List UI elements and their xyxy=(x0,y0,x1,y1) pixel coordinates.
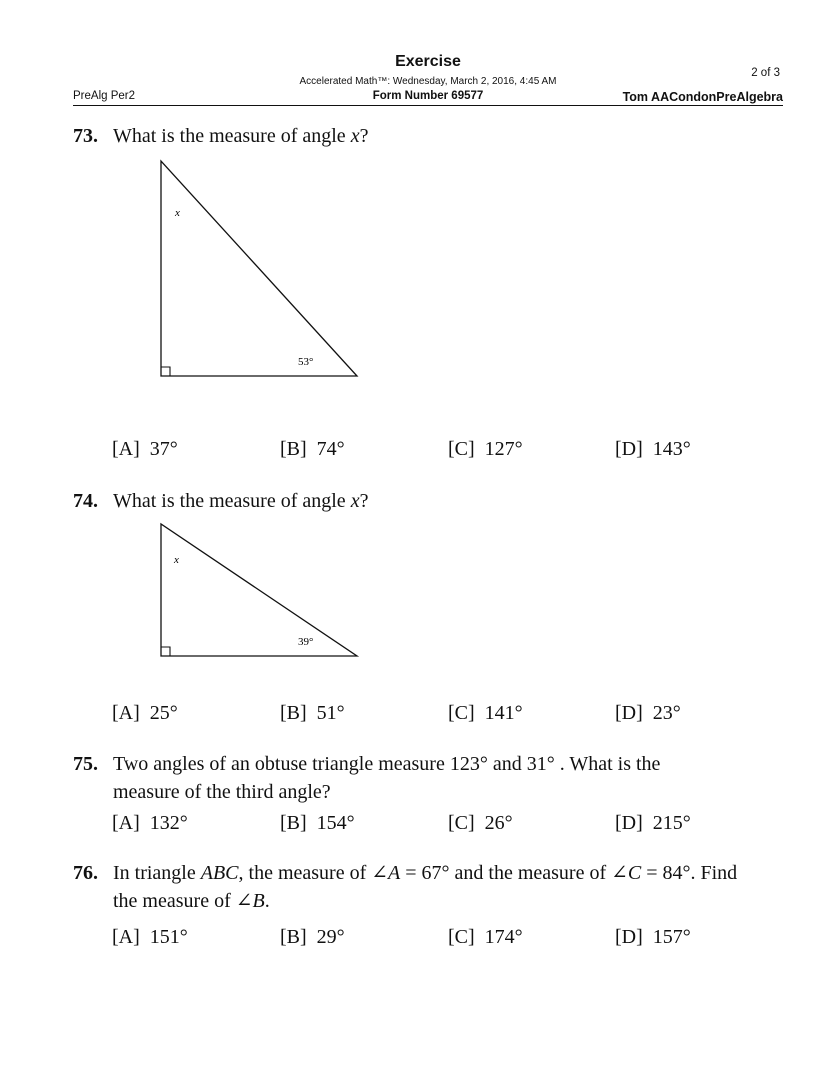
question-74 xyxy=(73,487,793,515)
angle-given-label: 39° xyxy=(298,636,314,648)
choice-c[interactable]: [C] 26° xyxy=(448,812,513,834)
student-name: Tom AACondonPreAlgebra xyxy=(622,90,783,104)
right-angle-mark-74 xyxy=(161,647,170,656)
question-text-line-1: In triangle ABC, the measure of ∠A = 67° and the measure of ∠C = 84°. Find xyxy=(113,862,738,884)
right-angle-mark-73 xyxy=(161,367,170,376)
choice-a[interactable]: [A] 25° xyxy=(112,702,178,724)
angle-given-label: 53° xyxy=(298,356,314,368)
choice-c[interactable]: [C] 141° xyxy=(448,702,523,724)
question-number: 75. xyxy=(73,753,98,775)
choice-d[interactable]: [D] 215° xyxy=(615,812,691,834)
question-number: 76. xyxy=(73,862,98,884)
triangle-73 xyxy=(161,161,357,376)
choice-b[interactable]: [B] 51° xyxy=(280,702,345,724)
question-text-line-2: measure of the third angle? xyxy=(113,781,331,803)
question-text: What is the measure of angle x? xyxy=(113,125,369,147)
choice-d[interactable]: [D] 143° xyxy=(615,438,691,460)
question-text: What is the measure of angle x? xyxy=(113,490,369,512)
choice-d[interactable]: [D] 157° xyxy=(615,926,691,948)
question-number: 73. xyxy=(73,125,98,147)
page-title: Exercise xyxy=(395,53,461,70)
choice-b[interactable]: [B] 29° xyxy=(280,926,345,948)
choice-a[interactable]: [A] 151° xyxy=(112,926,188,948)
question-number: 74. xyxy=(73,490,98,512)
question-76 xyxy=(73,859,793,915)
choice-b[interactable]: [B] 154° xyxy=(280,812,355,834)
class-name: PreAlg Per2 xyxy=(73,90,136,102)
angle-x-label: x xyxy=(175,207,180,219)
choice-b[interactable]: [B] 74° xyxy=(280,438,345,460)
choice-a[interactable]: [A] 37° xyxy=(112,438,178,460)
triangle-figure-74 xyxy=(161,524,357,656)
choice-c[interactable]: [C] 127° xyxy=(448,438,523,460)
choice-c[interactable]: [C] 174° xyxy=(448,926,523,948)
choice-a[interactable]: [A] 132° xyxy=(112,812,188,834)
question-text-line-1: Two angles of an obtuse triangle measure 123° and 31° . What is the xyxy=(113,753,661,775)
angle-x-label: x xyxy=(174,554,179,566)
triangle-figure-73 xyxy=(161,161,357,376)
question-text-line-2: the measure of ∠B. xyxy=(113,890,270,912)
choice-d[interactable]: [D] 23° xyxy=(615,702,681,724)
page-subtitle: Accelerated Math™: Wednesday, March 2, 2016, 4:45 AM xyxy=(299,76,557,87)
page-counter: 2 of 3 xyxy=(751,67,780,79)
triangle-74 xyxy=(161,524,357,656)
question-75 xyxy=(73,750,793,806)
form-number: Form Number 69577 xyxy=(372,90,484,102)
